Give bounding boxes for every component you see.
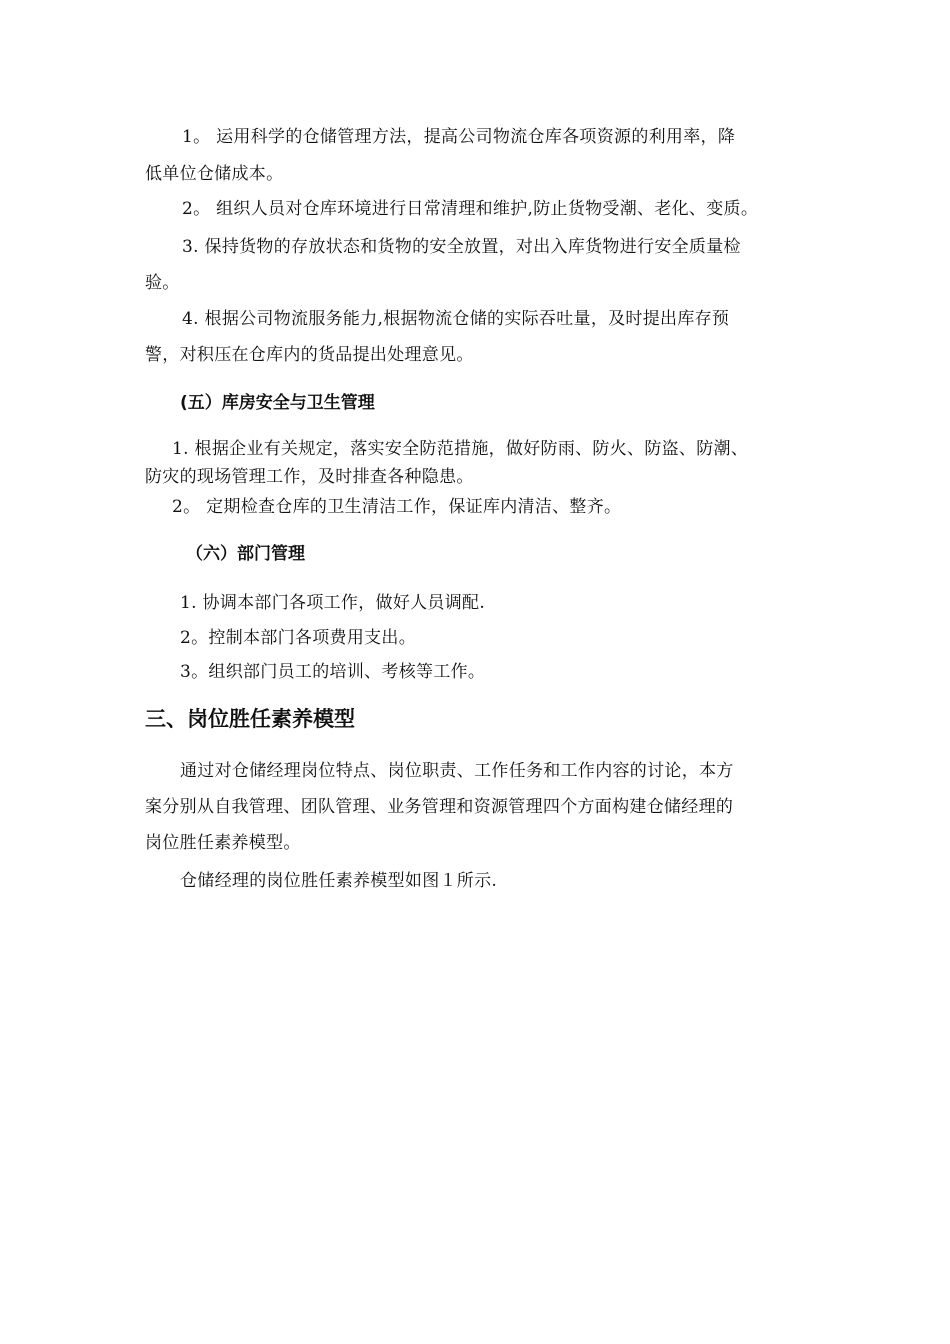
list-item-1-line1: 1。 运用科学的仓储管理方法，提高公司物流仓库各项资源的利用率，降 [182, 127, 736, 147]
para1-line2: 案分别从自我管理、团队管理、业务管理和资源管理四个方面构建仓储经理的 [145, 797, 734, 817]
liu-item-1: 1. 协调本部门各项工作，做好人员调配. [180, 593, 486, 613]
wu-item-1-line1: 1. 根据企业有关规定，落实安全防范措施，做好防雨、防火、防盗、防潮、 [172, 439, 749, 459]
list-item-1-line2: 低单位仓储成本。 [145, 164, 284, 184]
wu-item-2-line1: 2。 定期检查仓库的卫生清洁工作，保证库内清洁、整齐。 [172, 497, 622, 517]
list-item-4-line2: 警，对积压在仓库内的货品提出处理意见。 [145, 345, 474, 365]
para1-line1: 通过对仓储经理岗位特点、岗位职责、工作任务和工作内容的讨论，本方 [180, 761, 734, 781]
list-item-2-line1: 2。 组织人员对仓库环境进行日常清理和维护,防止货物受潮、老化、变质。 [182, 199, 759, 219]
liu-item-3: 3。组织部门员工的培训、考核等工作。 [180, 662, 486, 682]
chapter-heading: 三、岗位胜任素养模型 [145, 707, 355, 731]
list-item-3-line2: 验。 [145, 273, 180, 293]
section-heading-liu: （六）部门管理 [186, 544, 305, 564]
para2: 仓储经理的岗位胜任素养模型如图１所示. [180, 871, 498, 891]
list-item-4-line1: 4. 根据公司物流服务能力,根据物流仓储的实际吞吐量，及时提出库存预 [182, 309, 730, 329]
wu-item-1-line2: 防灾的现场管理工作，及时排查各种隐患。 [145, 467, 474, 487]
list-item-3-line1: 3. 保持货物的存放状态和货物的安全放置，对出入库货物进行安全质量检 [182, 237, 741, 257]
para1-line3: 岗位胜任素养模型。 [145, 833, 301, 853]
liu-item-2: 2。控制本部门各项费用支出。 [180, 628, 417, 648]
section-heading-wu: (五）库房安全与卫生管理 [180, 393, 375, 413]
